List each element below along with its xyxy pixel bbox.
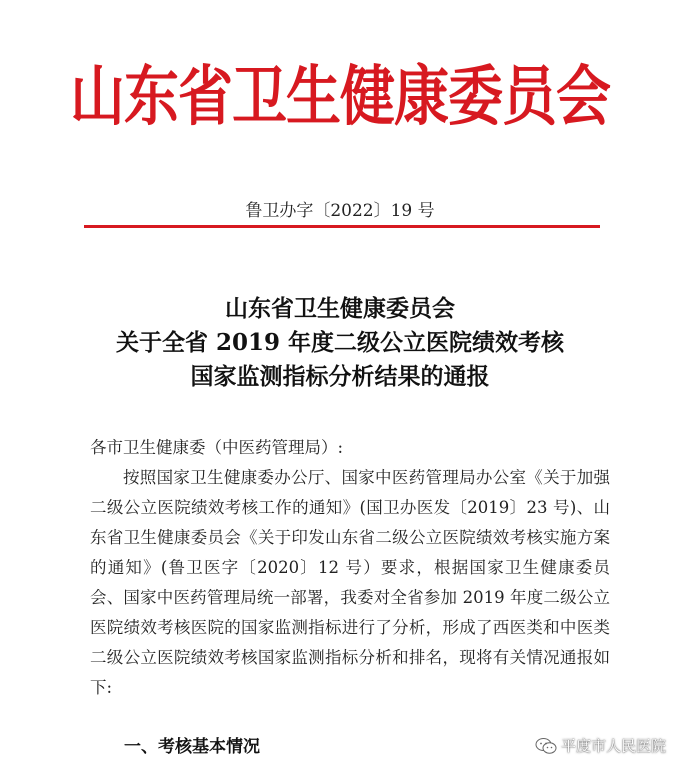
- red-divider: [84, 225, 600, 228]
- title-line-2: 关于全省 2019 年度二级公立医院绩效考核: [115, 329, 565, 356]
- wechat-icon: [535, 737, 557, 755]
- document-number: 鲁卫办字〔2022〕19 号: [245, 201, 435, 221]
- watermark: [535, 735, 666, 756]
- document-body: [90, 433, 610, 703]
- section-heading: 一、考核基本情况: [124, 737, 260, 757]
- title-line-1: 山东省卫生健康委员会: [225, 295, 455, 322]
- document-masthead: 山东省卫生健康委员会: [69, 56, 610, 134]
- salutation: 各市卫生健康委（中医药管理局）:: [90, 438, 344, 457]
- document-title: [0, 292, 680, 394]
- body-paragraph: 按照国家卫生健康委办公厅、国家中医药管理局办公室《关于加强二级公立医院绩效考核工作的通知》(国卫办医发〔2019〕23 号)、山东省卫生健康委员会《关于印发山东省二级公立医院绩效考核实施方案的通知》(鲁卫医字〔2020〕12 号）要求，根据国家卫生健康委员会、国家中医药管理局统一部署，我委对全省参加 2019 年度二级公立医院绩效考核医院的国家监测指标进行了分析，形成了西医类和中医类二级公立医院绩效考核国家监测指标分析和排名，现将有关情况通报如下:: [90, 468, 610, 697]
- title-line-3: 国家监测指标分析结果的通报: [190, 363, 490, 390]
- watermark-text: 平度市人民医院: [560, 737, 666, 755]
